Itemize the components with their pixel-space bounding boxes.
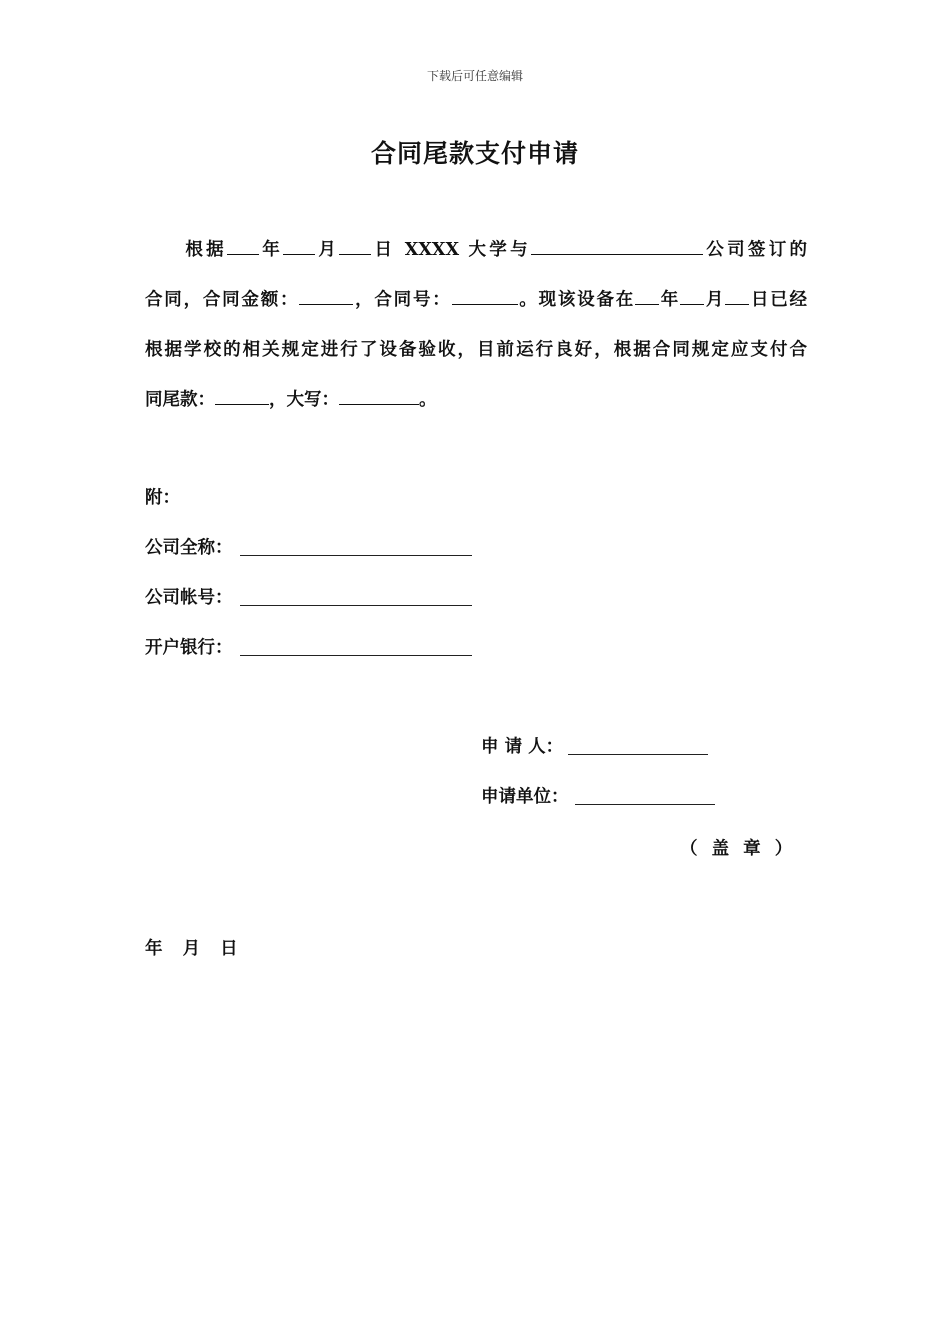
company-account-label: 公司帐号： bbox=[145, 588, 233, 608]
text-uppercase: ，大写： bbox=[269, 390, 339, 410]
paragraph-line-2 bbox=[145, 288, 807, 312]
company-name-field[interactable] bbox=[240, 555, 472, 556]
bank-field[interactable] bbox=[240, 655, 472, 656]
text-month-2: 月 bbox=[704, 290, 726, 310]
paragraph-line-4 bbox=[145, 388, 437, 412]
text-according: 根据 bbox=[182, 240, 227, 260]
text-equipment-at: 。现该设备在 bbox=[517, 290, 636, 310]
blank-company-name[interactable] bbox=[531, 238, 703, 255]
applicant-person-field[interactable] bbox=[568, 754, 708, 755]
applicant-unit-label: 申请单位： bbox=[481, 787, 569, 807]
text-month: 月 bbox=[315, 240, 340, 260]
text-year: 年 bbox=[258, 240, 284, 260]
text-company-signed: 公司签订的 bbox=[702, 240, 808, 260]
text-contract-number: ，合同号： bbox=[353, 290, 452, 310]
document-title: 合同尾款支付申请 bbox=[370, 139, 579, 168]
blank-amount-in-words[interactable] bbox=[339, 388, 419, 405]
blank-accept-day[interactable] bbox=[725, 288, 749, 305]
blank-sign-day[interactable] bbox=[339, 238, 371, 255]
text-day-university: 日 XXXX 大学与 bbox=[371, 240, 531, 260]
applicant-person-label: 申 请 人： bbox=[481, 737, 564, 757]
stamp-note: （ 盖 章 ） bbox=[680, 839, 797, 859]
blank-contract-number[interactable] bbox=[452, 288, 518, 305]
blank-final-payment-amount[interactable] bbox=[215, 388, 269, 405]
company-name-label: 公司全称： bbox=[145, 538, 233, 558]
text-day-already: 日已经 bbox=[749, 290, 808, 310]
blank-contract-amount[interactable] bbox=[299, 288, 353, 305]
paragraph-line-3: 根据学校的相关规定进行了设备验收，目前运行良好，根据合同规定应支付合 bbox=[145, 340, 807, 360]
applicant-unit-field[interactable] bbox=[575, 804, 715, 805]
header-note: 下载后可任意编辑 bbox=[426, 69, 523, 83]
blank-sign-month[interactable] bbox=[283, 238, 315, 255]
company-account-field[interactable] bbox=[240, 605, 472, 606]
paragraph-line-1 bbox=[145, 238, 807, 262]
blank-accept-month[interactable] bbox=[680, 288, 704, 305]
blank-accept-year[interactable] bbox=[635, 288, 659, 305]
bank-label: 开户银行： bbox=[145, 638, 233, 658]
text-final-payment: 同尾款： bbox=[145, 390, 215, 410]
attachment-heading: 附： bbox=[145, 488, 180, 508]
text-contract-amount: 合同，合同金额： bbox=[145, 290, 300, 310]
blank-sign-year[interactable] bbox=[227, 238, 259, 255]
text-year-2: 年 bbox=[659, 290, 681, 310]
date-line: 年 月 日 bbox=[145, 939, 238, 959]
text-period: 。 bbox=[419, 390, 437, 410]
